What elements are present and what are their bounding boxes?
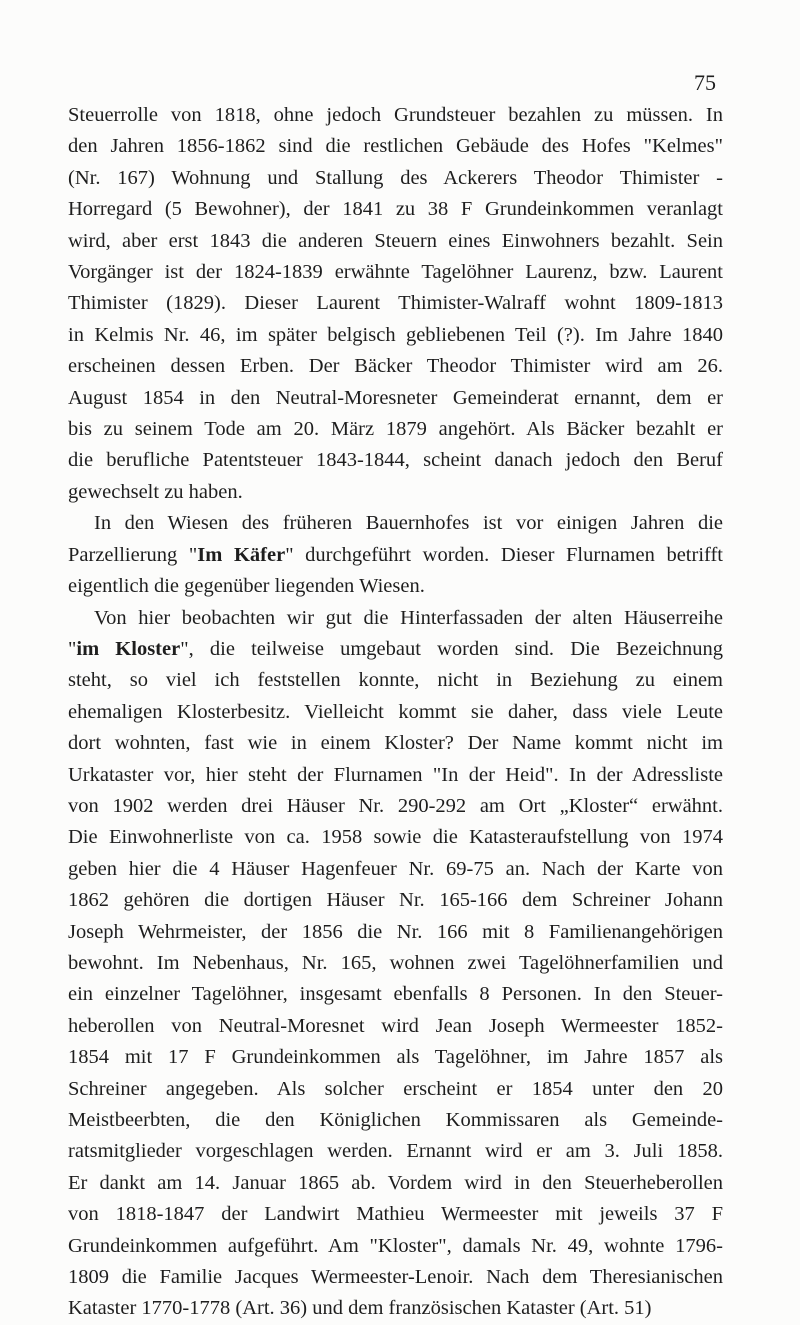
text-segment: dort wohnten, fast wie in einem Kloster? Der Name kommt nicht im [68, 732, 723, 755]
text-segment: " [68, 637, 77, 660]
text-segment: Vorgänger ist der 1824-1839 erwähnte Tagelöhner Laurenz, bzw. Laurent [68, 261, 723, 284]
text-line [68, 1231, 723, 1262]
text-segment: gewechselt zu haben. [68, 480, 243, 503]
text-line [68, 728, 723, 759]
text-segment: Schreiner angegeben. Als solcher erscheint er 1854 unter den 20 [68, 1077, 723, 1100]
text-line [68, 571, 723, 602]
text-segment: Von hier beobachten wir gut die Hinterfassaden der alten Häuserreihe [94, 606, 723, 629]
text-segment: von 1818-1847 der Landwirt Mathieu Wermeester mit jeweils 37 F [68, 1203, 723, 1226]
text-line [68, 194, 723, 225]
bold-term: im Kloster [76, 637, 181, 660]
text-line [68, 1105, 723, 1136]
text-line [68, 477, 723, 508]
paragraph [68, 100, 723, 508]
paragraph [68, 508, 723, 602]
text-segment: die berufliche Patentsteuer 1843-1844, scheint danach jedoch den Beruf [68, 449, 723, 472]
text-line [68, 917, 723, 948]
text-line [68, 508, 723, 539]
text-segment: 1862 gehören die dortigen Häuser Nr. 165-166 dem Schreiner Johann [68, 889, 723, 912]
text-segment: (Nr. 167) Wohnung und Stallung des Ackerers Theodor Thimister - [68, 166, 723, 189]
text-line [68, 665, 723, 696]
text-segment: Meistbeerbten, die den Königlichen Kommissaren als Gemeinde- [68, 1109, 723, 1131]
text-line [68, 1262, 723, 1293]
text-line [68, 1011, 723, 1042]
text-line [68, 226, 723, 257]
text-segment: heberollen von Neutral-Moresnet wird Jean Joseph Wermeester 1852- [68, 1014, 723, 1037]
text-line [68, 1136, 723, 1167]
text-segment: eigentlich die gegenüber liegenden Wiesen. [68, 575, 425, 598]
text-line [68, 288, 723, 319]
text-line [68, 791, 723, 822]
text-segment: bewohnt. Im Nebenhaus, Nr. 165, wohnen zwei Tagelöhnerfamilien und [68, 951, 723, 974]
text-segment: ehemaligen Klosterbesitz. Vielleicht kommt sie daher, dass viele Leute [68, 700, 723, 723]
bold-term: Im Käfer [197, 543, 286, 566]
text-line [68, 163, 723, 194]
text-segment: 1854 mit 17 F Grundeinkommen als Tagelöhner, im Jahre 1857 als [68, 1046, 723, 1069]
text-line [68, 603, 723, 634]
text-segment: Horregard (5 Bewohner), der 1841 zu 38 F Grundeinkommen veranlagt [68, 198, 723, 221]
text-segment: Grundeinkommen aufgeführt. Am "Kloster", damals Nr. 49, wohnte 1796- [68, 1234, 723, 1257]
text-segment: Parzellierung " [68, 543, 198, 566]
text-line [68, 885, 723, 916]
text-line [68, 131, 723, 162]
text-segment: Urkataster vor, hier steht der Flurnamen "In der Heid". In der Adressliste [68, 763, 723, 786]
text-segment: geben hier die 4 Häuser Hagenfeuer Nr. 69-75 an. Nach der Karte von [68, 857, 723, 880]
text-segment: Steuerrolle von 1818, ohne jedoch Grundsteuer bezahlen zu müssen. In [68, 104, 723, 126]
text-segment: Thimister (1829). Dieser Laurent Thimister-Walraff wohnt 1809-1813 [68, 292, 723, 315]
text-line [68, 1042, 723, 1073]
text-segment: ein einzelner Tagelöhner, insgesamt ebenfalls 8 Personen. In den Steuer- [68, 983, 723, 1006]
text-segment: Er dankt am 14. Januar 1865 ab. Vordem wird in den Steuerheberollen [68, 1171, 723, 1194]
text-segment: ", die teilweise umgebaut worden sind. Die Bezeichnung [180, 637, 723, 660]
text-line [68, 1293, 723, 1324]
text-line [68, 320, 723, 351]
text-segment: August 1854 in den Neutral-Moresneter Gemeinderat ernannt, dem er [68, 386, 723, 409]
text-line [68, 948, 723, 979]
text-line [68, 414, 723, 445]
text-segment: In den Wiesen des früheren Bauernhofes ist vor einigen Jahren die [94, 512, 723, 535]
body-text [68, 100, 723, 1325]
text-line [68, 822, 723, 853]
text-segment: in Kelmis Nr. 46, im später belgisch gebliebenen Teil (?). Im Jahre 1840 [68, 323, 723, 346]
text-segment: Die Einwohnerliste von ca. 1958 sowie die Katasteraufstellung von 1974 [68, 826, 723, 849]
text-segment: ratsmitglieder vorgeschlagen werden. Ernannt wird er am 3. Juli 1858. [68, 1140, 723, 1163]
text-line [68, 697, 723, 728]
text-segment: 1809 die Familie Jacques Wermeester-Lenoir. Nach dem Theresianischen [68, 1266, 723, 1289]
text-line [68, 634, 723, 665]
text-segment: bis zu seinem Tode am 20. März 1879 angehört. Als Bäcker bezahlt er [68, 418, 723, 441]
text-line [68, 1168, 723, 1199]
text-line [68, 445, 723, 476]
text-segment: Joseph Wehrmeister, der 1856 die Nr. 166 mit 8 Familienangehörigen [68, 920, 723, 943]
text-line [68, 540, 723, 571]
page-number: 75 [694, 70, 716, 95]
text-segment: den Jahren 1856-1862 sind die restlichen Gebäude des Hofes "Kelmes" [68, 135, 723, 158]
text-line [68, 760, 723, 791]
text-segment: steht, so viel ich feststellen konnte, nicht in Beziehung zu einem [68, 669, 723, 692]
text-segment: " durchgeführt worden. Dieser Flurnamen betrifft [285, 543, 724, 566]
text-line [68, 100, 723, 131]
text-line [68, 1199, 723, 1230]
text-segment: Kataster 1770-1778 (Art. 36) und dem französischen Kataster (Art. 51) [68, 1297, 652, 1320]
text-line [68, 383, 723, 414]
text-segment: von 1902 werden drei Häuser Nr. 290-292 am Ort „Kloster“ erwähnt. [68, 794, 723, 817]
text-line [68, 854, 723, 885]
text-line [68, 979, 723, 1010]
paragraph [68, 603, 723, 1325]
text-segment: erscheinen dessen Erben. Der Bäcker Theodor Thimister wird am 26. [68, 355, 723, 378]
text-line [68, 257, 723, 288]
text-line [68, 1074, 723, 1105]
text-segment: wird, aber erst 1843 die anderen Steuern eines Einwohners bezahlt. Sein [68, 229, 723, 252]
text-line [68, 351, 723, 382]
